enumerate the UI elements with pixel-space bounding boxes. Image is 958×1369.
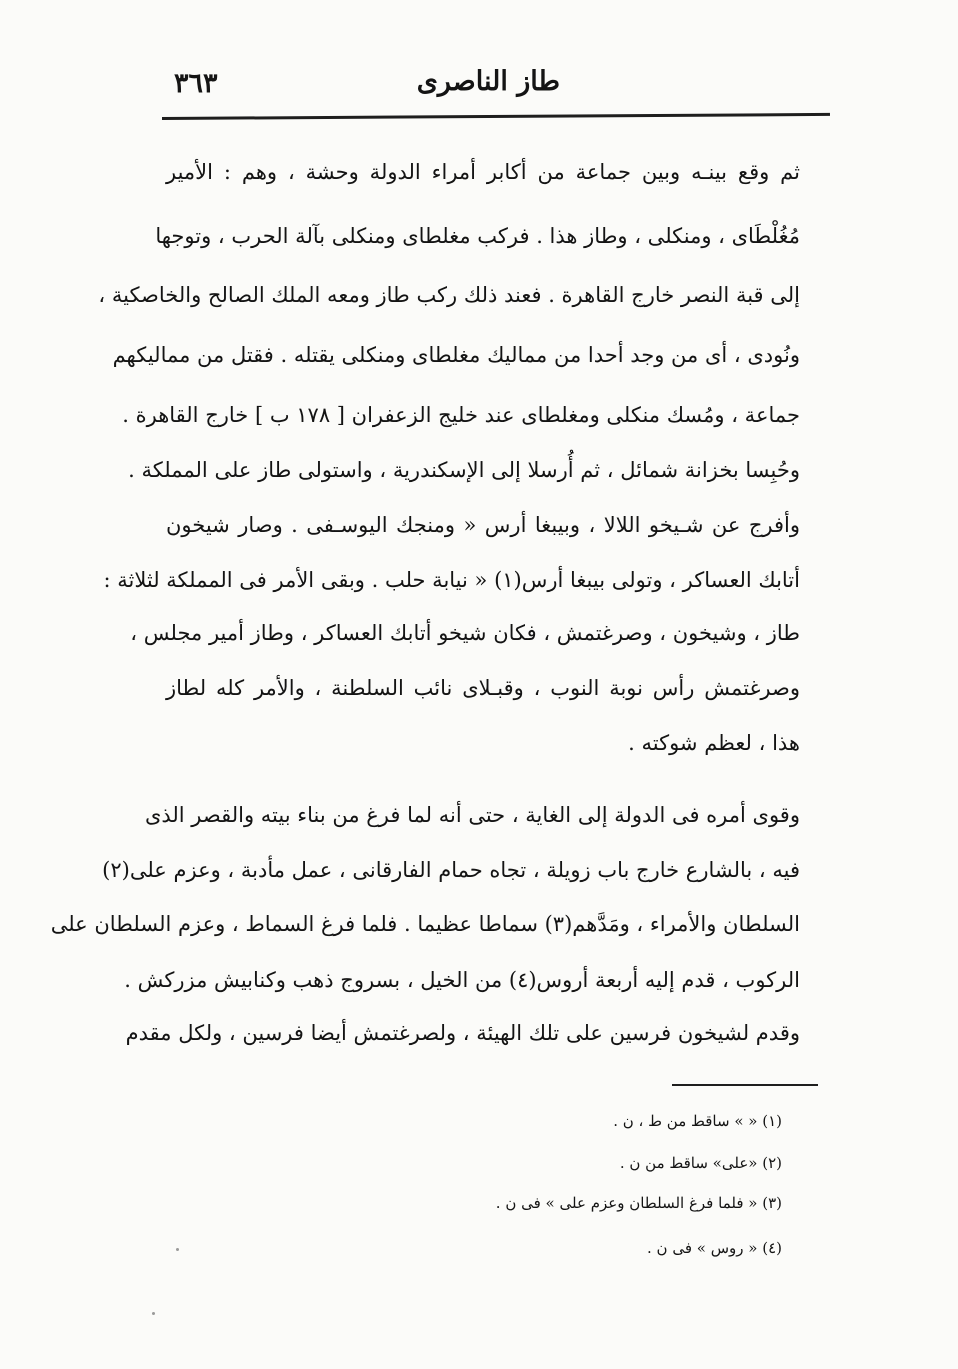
page-number: ٣٦٣ [174,68,218,99]
text-line: وقدم لشيخون فرسين على تلك الهيئة ، ولصرغتمش أيضا فرسين ، ولكل مقدم [125,1021,800,1045]
footnote: (٤) « روس » فى ن . [647,1239,782,1257]
text-line: وصرغتمش رأس نوبة النوب ، وقبـلاى نائب السلطنة ، والأمر كله لطاز [166,676,800,700]
footnote: (١) « » ساقط من ط ، ن . [613,1112,782,1130]
text-line: السلطان والأمراء ، ومَدَّهم(٣) سماطا عظيما . فلما فرغ السماط ، وعزم السلطان على [50,912,800,936]
text-line: ثم وقع بينـه وبين جماعة من أكابر أمراء الدولة وحشة ، وهم : الأمير [166,160,800,184]
text-line: مُغُلْطَاى ، ومنكلى ، وطاز هذا . فركب مغلطاى ومنكلى بآلة الحرب ، وتوجها [155,224,800,248]
text-line: طاز ، وشيخون ، وصرغتمش ، فكان شيخو أتابك العساكر ، وطاز أمير مجلس ، [130,621,800,645]
footnote: (٣) « فلما فرغ السلطان وعزم على » فى ن . [495,1194,782,1212]
text-line: فيه ، بالشارع خارج باب زويلة ، تجاه حمام الفارقانى ، عمل مأدبة ، وعزم على(٢) [102,858,800,882]
text-line: وحُبِسا بخزانة شمائل ، ثم أُرسلا إلى الإسكندرية ، واستولى طاز على المملكة . [128,458,800,482]
text-line: أتابك العساكر ، وتولى بيبغا أرس(١) « نيابة حلب . وبقى الأمر فى المملكة لثلاثة : [103,568,800,592]
footnote: (٢) «على» ساقط من ن . [619,1154,782,1172]
text-line: جماعة ، ومُسك منكلى ومغلطاى عند خليج الزعفران [ ١٧٨ ب ] خارج القاهرة . [122,403,800,427]
scan-speck [152,1312,155,1315]
text-line: ونُودى ، أى من وجد أحدا من مماليك مغلطاى ومنكلى يقتله . فقتل من مماليكهم [112,343,800,367]
text-line: هذا ، لعظم شوكته . [628,731,800,755]
footnote-rule [672,1084,818,1086]
running-title: طاز الناصرى [416,66,560,97]
text-line: إلى قبة النصر خارج القاهرة . فعند ذلك ركب طاز ومعه الملك الصالح والخاصكية ، [98,283,800,307]
text-line: الركوب ، قدم إليه أربعة أروس(٤) من الخيل ، بسروج ذهب وكنابيش مزركش . [124,968,800,992]
text-line: وقوى أمره فى الدولة إلى الغاية ، حتى أنه لما فرغ من بناء بيته والقصر الذى [144,803,800,827]
header-rule [162,113,830,120]
scan-speck [176,1248,179,1251]
text-line: وأفرج عن شـيخو اللالا ، وبيبغا أرس « ومنجك اليوسـفى . وصار شيخون [166,513,800,537]
page-header [160,64,810,110]
